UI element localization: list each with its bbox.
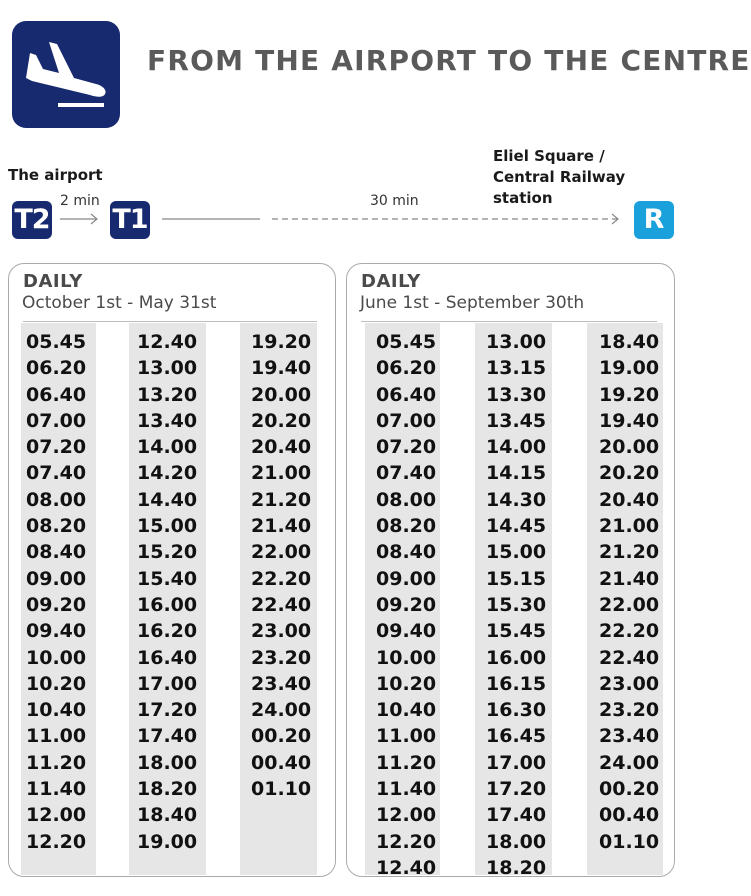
departure-time: 12.40 [137, 331, 198, 353]
departure-time: 17.00 [486, 751, 547, 774]
departure-time: 14.45 [486, 515, 547, 538]
schedule-panel-winter [8, 263, 336, 877]
schedule-heading: DAILY [23, 271, 83, 292]
times-column [26, 329, 86, 855]
times-column [251, 329, 311, 802]
duration-t2-t1: 2 min [60, 193, 100, 209]
departure-time: 20.40 [251, 436, 312, 459]
departure-time: 21.20 [599, 541, 660, 564]
departure-time: 12.20 [376, 830, 437, 853]
departure-time: 18.20 [486, 856, 547, 879]
departure-time: 11.20 [376, 751, 437, 774]
schedule-period: June 1st - September 30th [360, 293, 585, 313]
departure-time: 07.00 [376, 409, 437, 432]
destination-line-1: Eliel Square / [493, 147, 605, 165]
departure-time: 15.00 [137, 515, 198, 538]
departure-time: 13.30 [486, 383, 547, 406]
times-column [376, 329, 436, 881]
departure-time: 23.20 [599, 699, 660, 722]
departure-time: 13.45 [486, 409, 547, 432]
departure-time: 12.20 [26, 830, 87, 853]
departure-time: 11.40 [376, 778, 437, 801]
airplane-landing-icon [12, 21, 120, 128]
route-line [0, 190, 680, 230]
departure-time: 00.40 [251, 751, 312, 774]
departure-time: 08.40 [26, 541, 87, 564]
departure-time: 22.40 [251, 593, 312, 616]
departure-time: 15.45 [486, 620, 547, 643]
departure-time: 10.00 [376, 646, 437, 669]
times-column [137, 329, 197, 855]
departure-time: 08.20 [376, 515, 437, 538]
departure-time: 09.20 [26, 593, 87, 616]
departure-time: 06.20 [376, 357, 437, 380]
departure-time: 22.00 [251, 541, 312, 564]
departure-time: 09.40 [376, 620, 437, 643]
departure-time: 22.00 [599, 593, 660, 616]
departure-time: 15.30 [486, 593, 547, 616]
departure-time: 12.00 [376, 804, 437, 827]
departure-time: 08.40 [376, 541, 437, 564]
departure-time: 10.20 [26, 672, 87, 695]
departure-time: 19.20 [599, 383, 660, 406]
departure-time: 23.00 [251, 620, 312, 643]
departure-time: 21.40 [251, 515, 312, 538]
terminal-2-badge: T2 [12, 201, 52, 239]
departure-time: 12.40 [376, 856, 437, 879]
departure-time: 21.00 [599, 515, 660, 538]
departure-time: 17.20 [137, 699, 198, 722]
departure-time: 23.00 [599, 672, 660, 695]
departure-time: 18.00 [137, 751, 198, 774]
departure-time: 15.15 [486, 567, 547, 590]
departure-time: 17.00 [137, 672, 198, 695]
departure-time: 14.40 [137, 488, 198, 511]
departure-time: 13.20 [137, 383, 198, 406]
terminal-1-badge: T1 [110, 201, 150, 239]
departure-time: 07.40 [26, 462, 87, 485]
departure-time: 20.20 [251, 409, 312, 432]
departure-time: 23.40 [251, 672, 312, 695]
departure-time: 08.20 [26, 515, 87, 538]
departure-time: 20.40 [599, 488, 660, 511]
departure-time: 13.15 [486, 357, 547, 380]
departure-time: 11.00 [26, 725, 87, 748]
departure-time: 05.45 [26, 331, 87, 353]
departure-time: 10.00 [26, 646, 87, 669]
departure-time: 00.20 [599, 778, 660, 801]
departure-time: 08.00 [26, 488, 87, 511]
divider [23, 321, 317, 322]
departure-time: 07.40 [376, 462, 437, 485]
departure-time: 10.40 [376, 699, 437, 722]
departure-time: 22.40 [599, 646, 660, 669]
departure-time: 11.40 [26, 778, 87, 801]
departure-time: 07.00 [26, 409, 87, 432]
times-column [599, 329, 659, 855]
departure-time: 13.00 [486, 331, 547, 353]
departure-time: 09.00 [26, 567, 87, 590]
departure-time: 19.40 [599, 409, 660, 432]
departure-time: 10.20 [376, 672, 437, 695]
departure-time: 09.40 [26, 620, 87, 643]
departure-time: 12.00 [26, 804, 87, 827]
departure-time: 16.00 [137, 593, 198, 616]
departure-time: 20.20 [599, 462, 660, 485]
departure-time: 09.20 [376, 593, 437, 616]
departure-time: 20.00 [599, 436, 660, 459]
departure-time: 00.20 [251, 725, 312, 748]
departure-time: 11.00 [376, 725, 437, 748]
page-title: FROM THE AIRPORT TO THE CENTRE [147, 44, 751, 77]
departure-time: 17.40 [137, 725, 198, 748]
departure-time: 22.20 [599, 620, 660, 643]
departure-time: 21.00 [251, 462, 312, 485]
departure-time: 14.00 [137, 436, 198, 459]
departure-time: 15.00 [486, 541, 547, 564]
departure-time: 10.40 [26, 699, 87, 722]
departure-time: 19.20 [251, 331, 312, 353]
railway-station-badge: R [634, 201, 674, 239]
departure-time: 01.10 [599, 830, 660, 853]
departure-time: 09.00 [376, 567, 437, 590]
departure-time: 18.40 [137, 804, 198, 827]
duration-t1-r: 30 min [370, 193, 419, 209]
schedule-period: October 1st - May 31st [22, 293, 217, 313]
schedule-panel-summer [346, 263, 675, 877]
departure-time: 20.00 [251, 383, 312, 406]
schedule-heading: DAILY [361, 271, 421, 292]
departure-time: 23.40 [599, 725, 660, 748]
departure-time: 22.20 [251, 567, 312, 590]
departure-time: 05.45 [376, 331, 437, 353]
departure-time: 16.45 [486, 725, 547, 748]
departure-time: 16.20 [137, 620, 198, 643]
departure-time: 18.00 [486, 830, 547, 853]
departure-time: 15.20 [137, 541, 198, 564]
divider [361, 321, 657, 322]
departure-time: 24.00 [251, 699, 312, 722]
departure-time: 13.40 [137, 409, 198, 432]
departure-time: 14.00 [486, 436, 547, 459]
departure-time: 19.40 [251, 357, 312, 380]
departure-time: 11.20 [26, 751, 87, 774]
departure-time: 16.00 [486, 646, 547, 669]
departure-time: 14.15 [486, 462, 547, 485]
departure-time: 07.20 [26, 436, 87, 459]
departure-time: 14.30 [486, 488, 547, 511]
origin-label: The airport [8, 166, 103, 184]
departure-time: 14.20 [137, 462, 198, 485]
departure-time: 13.00 [137, 357, 198, 380]
destination-line-2: Central Railway station [493, 168, 626, 207]
departure-time: 01.10 [251, 778, 312, 801]
departure-time: 00.40 [599, 804, 660, 827]
departure-time: 21.40 [599, 567, 660, 590]
airport-logo [12, 21, 120, 128]
departure-time: 06.40 [26, 383, 87, 406]
departure-time: 19.00 [137, 830, 198, 853]
departure-time: 18.20 [137, 778, 198, 801]
departure-time: 07.20 [376, 436, 437, 459]
departure-time: 17.40 [486, 804, 547, 827]
departure-time: 16.30 [486, 699, 547, 722]
departure-time: 08.00 [376, 488, 437, 511]
departure-time: 16.40 [137, 646, 198, 669]
departure-time: 06.20 [26, 357, 87, 380]
departure-time: 19.00 [599, 357, 660, 380]
departure-time: 15.40 [137, 567, 198, 590]
departure-time: 17.20 [486, 778, 547, 801]
times-column [486, 329, 546, 881]
departure-time: 21.20 [251, 488, 312, 511]
departure-time: 06.40 [376, 383, 437, 406]
departure-time: 16.15 [486, 672, 547, 695]
departure-time: 23.20 [251, 646, 312, 669]
departure-time: 18.40 [599, 331, 660, 353]
departure-time: 24.00 [599, 751, 660, 774]
